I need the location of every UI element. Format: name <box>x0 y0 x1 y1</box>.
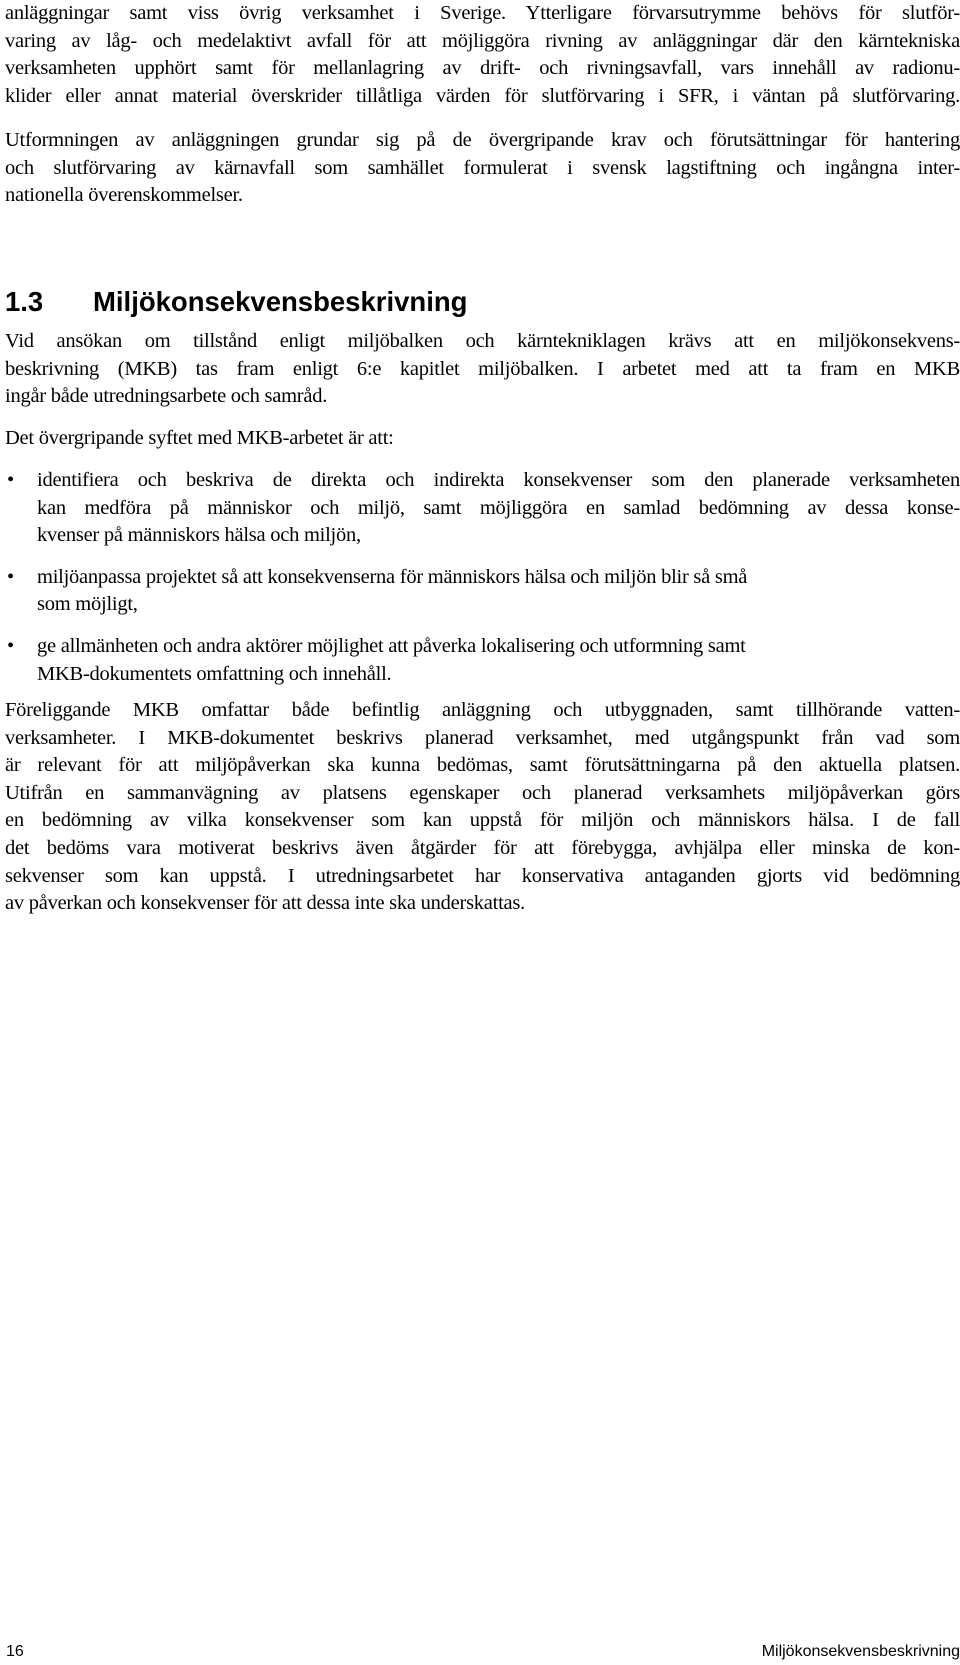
paragraph-mkb-scope <box>5 697 960 918</box>
text-line: en bedömning av vilka konsekvenser som kan uppstå för miljön och människors hälsa. I de fall <box>5 809 960 832</box>
text-line: verksamheten upphört samt för mellanlagring av drift- och rivningsavfall, vars innehåll av radionu- <box>5 57 960 80</box>
text-line: nationella överenskommelser. <box>5 184 243 207</box>
list-item <box>5 633 960 688</box>
bullet-icon: • <box>7 469 14 491</box>
section-heading <box>5 286 467 318</box>
text-line: Utformningen av anläggningen grundar sig på de övergripande krav och förutsättningar för hantering <box>5 129 960 151</box>
text-line: identifiera och beskriva de direkta och indirekta konsekvenser som den planerade verksamheten <box>37 469 960 491</box>
paragraph-mkb-requirement <box>5 328 960 411</box>
bullet-icon: • <box>7 634 14 657</box>
text-line: och slutförvaring av kärnavfall som samhället formulerat i svensk lagstiftning och ingångna inter- <box>5 156 960 179</box>
text-line: som möjligt, <box>37 593 138 616</box>
text-line: beskrivning (MKB) tas fram enligt 6:e kapitlet miljöbalken. I arbetet med att ta fram en MKB <box>5 357 960 380</box>
text-line: av påverkan och konsekvenser för att dessa inte ska underskattas. <box>5 892 525 915</box>
text-line: kvenser på människors hälsa och miljön, <box>37 524 361 547</box>
paragraph-purpose-intro <box>5 425 960 453</box>
list-item <box>5 564 960 619</box>
bullet-icon: • <box>7 565 14 588</box>
text-line: Det övergripande syftet med MKB-arbetet är att: <box>5 427 394 449</box>
text-line: ingår både utredningsarbete och samråd. <box>5 385 328 408</box>
paragraph-intro <box>5 0 960 110</box>
text-line: sekvenser som kan uppstå. I utredningsarbetet har konservativa antaganden gjorts vid bedömning <box>5 864 960 887</box>
text-line: verksamheter. I MKB-dokumentet beskrivs planerad verksamhet, med utgångspunkt från vad som <box>5 726 960 749</box>
text-line: Utifrån en sammanvägning av platsens egenskaper och planerad verksamhets miljöpåverkan görs <box>5 781 960 804</box>
text-line: kan medföra på människor och miljö, samt möjliggöra en samlad bedömning av dessa konse- <box>37 496 960 519</box>
text-line: Vid ansökan om tillstånd enligt miljöbalken och kärntekniklagen krävs att en miljökonsekvens- <box>5 330 960 352</box>
text-line: miljöanpassa projektet så att konsekvenserna för människors hälsa och miljön blir så små <box>37 565 748 588</box>
text-line: Föreliggande MKB omfattar både befintlig anläggning och utbyggnaden, samt tillhörande vatten- <box>5 699 960 721</box>
text-line: ge allmänheten och andra aktörer möjlighet att påverka lokalisering och utformning samt <box>37 634 746 657</box>
text-line: är relevant för att miljöpåverkan ska kunna bedömas, samt förutsättningarna på den aktuella platsen. <box>5 754 960 777</box>
text-line: MKB-dokumentets omfattning och innehåll. <box>37 662 392 685</box>
page-number: 16 <box>6 1643 24 1660</box>
list-item <box>5 467 960 550</box>
section-number: 1.3 <box>5 286 44 317</box>
text-line: varing av låg- och medelaktivt avfall för att möjliggöra rivning av anläggningar där den kärntekniska <box>5 29 960 52</box>
page-footer <box>0 1641 960 1665</box>
purpose-bullet-list <box>5 467 960 688</box>
paragraph-design <box>5 127 960 210</box>
text-line: det bedöms vara motiverat beskrivs även åtgärder för att förebygga, avhjälpa eller minska de kon- <box>5 836 960 859</box>
text-line: klider eller annat material överskrider tillåtliga värden för slutförvaring i SFR, i väntan på slutförvaring. <box>5 84 960 107</box>
running-title: Miljökonsekvensbeskrivning <box>761 1643 960 1660</box>
text-line: anläggningar samt viss övrig verksamhet i Sverige. Ytterligare förvarsutrymme behövs för slutför- <box>5 2 960 24</box>
section-title: Miljökonsekvensbeskrivning <box>93 286 468 317</box>
